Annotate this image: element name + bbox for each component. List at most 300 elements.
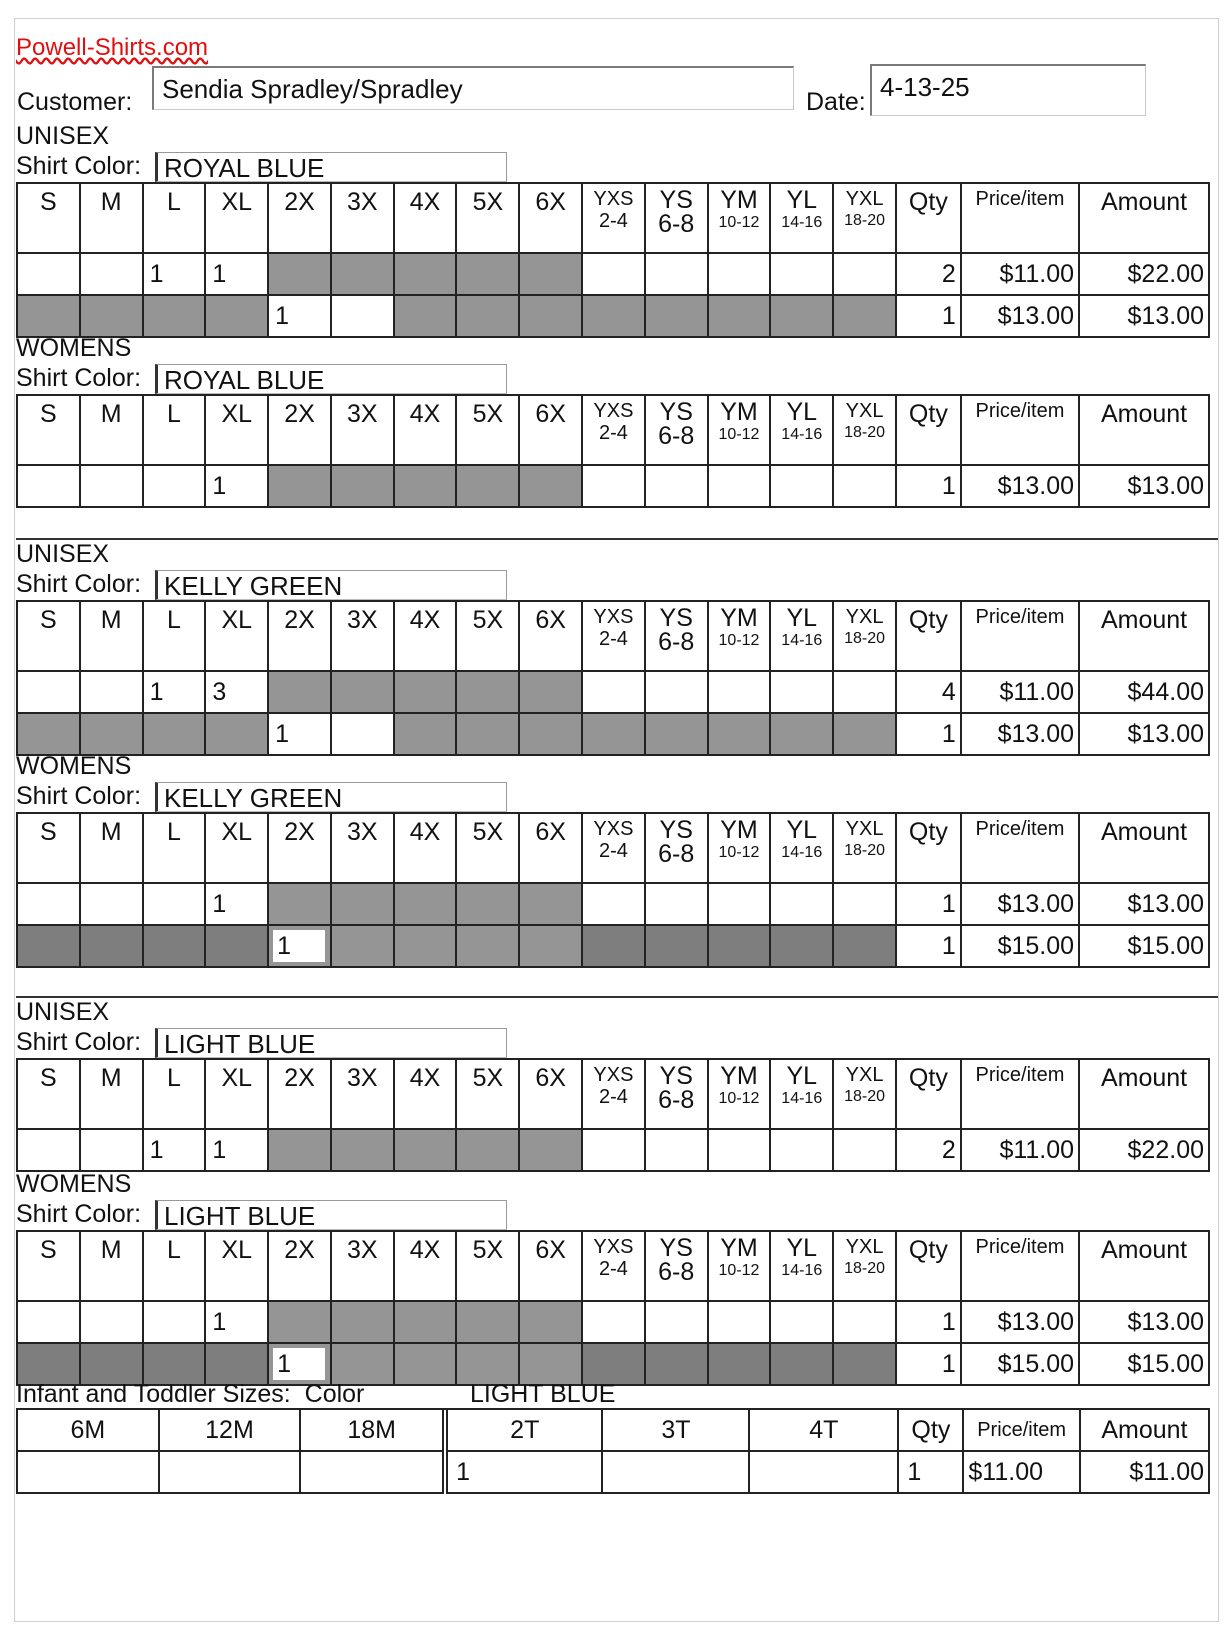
size-cell[interactable] [80,883,143,925]
youth-header-top: YL [786,398,818,426]
youth-header-top: YL [786,1062,818,1090]
price-cell[interactable]: $15.00 [961,1343,1079,1385]
youth-header [645,395,708,465]
amount-cell: $13.00 [1079,295,1209,337]
size-cell[interactable] [80,465,143,507]
size-header [17,395,80,465]
qty-header-label: Qty [908,818,948,846]
size-header-label: 6X [535,606,566,634]
size-header-label: XL [221,818,253,846]
size-cell[interactable] [833,883,896,925]
youth-header [708,395,771,465]
qty-header-label: Qty [908,1236,948,1264]
size-cell[interactable] [331,253,394,295]
size-cell[interactable] [645,1343,708,1385]
size-header [331,1231,394,1301]
youth-header [645,601,708,671]
section-title: WOMENS [16,1170,132,1198]
size-cell[interactable] [645,1301,708,1343]
size-cell[interactable]: 1 [205,465,268,507]
size-header [205,395,268,465]
size-header-label: 2X [284,188,315,216]
size-cell[interactable] [708,671,771,713]
size-cell[interactable]: 1 [143,671,206,713]
size-cell[interactable]: 1 [205,253,268,295]
size-cell[interactable] [80,1301,143,1343]
infant-price-cell[interactable]: $11.00 [963,1451,1079,1493]
size-cell[interactable] [17,883,80,925]
infant-cell-12m[interactable] [159,1451,301,1493]
date-field[interactable]: 4-13-25 [870,64,1146,116]
customer-label: Customer: [17,88,133,116]
price-cell[interactable]: $13.00 [961,465,1079,507]
price-header-label: Price/item [975,188,1065,210]
youth-header-top: YS [659,1062,693,1090]
amount-header [1079,1231,1209,1301]
size-cell[interactable] [17,671,80,713]
size-cell[interactable]: 3 [205,671,268,713]
size-cell[interactable] [80,1343,143,1385]
size-cell[interactable] [80,925,143,967]
size-cell-value[interactable]: 1 [273,930,325,962]
size-cell[interactable] [833,295,896,337]
size-cell[interactable] [582,671,645,713]
price-header-label: Price/item [975,818,1065,840]
size-header-label: 2X [284,1236,315,1264]
size-cell[interactable] [833,1301,896,1343]
qty-header-label: Qty [908,400,948,428]
size-cell[interactable] [17,253,80,295]
size-cell[interactable] [268,1343,331,1385]
qty-cell[interactable]: 1 [896,1343,961,1385]
size-cell[interactable] [833,671,896,713]
amount-header [1079,183,1209,253]
size-header-row [17,1059,1209,1129]
youth-header-bottom: 10-12 [718,1262,760,1279]
size-cell[interactable]: 1 [205,1301,268,1343]
price-header [961,1059,1079,1129]
size-cell[interactable] [645,1129,708,1171]
size-header-row [17,395,1209,465]
size-header [80,1059,143,1129]
size-cell[interactable] [582,713,645,755]
section-title: UNISEX [16,540,110,568]
size-cell[interactable] [17,1301,80,1343]
size-cell[interactable] [205,1343,268,1385]
customer-field[interactable]: Sendia Spradley/Spradley [152,66,794,110]
size-cell[interactable] [833,1343,896,1385]
youth-header [708,813,771,883]
size-cell[interactable] [708,1129,771,1171]
size-cell[interactable] [456,253,519,295]
size-header [331,395,394,465]
amount-header-label: Amount [1100,1236,1188,1264]
size-cell[interactable] [708,1301,771,1343]
size-header-label: L [167,606,181,634]
youth-header-top: YS [659,604,693,632]
price-cell[interactable]: $11.00 [961,1129,1079,1171]
size-cell[interactable] [582,925,645,967]
section-title: WOMENS [16,334,132,362]
youth-header-top: YM [720,1062,758,1090]
size-header-row [17,813,1209,883]
size-cell[interactable] [519,1343,582,1385]
order-row [17,883,1209,925]
size-cell[interactable]: 1 [205,1129,268,1171]
size-cell[interactable] [143,883,206,925]
size-cell[interactable] [519,1129,582,1171]
size-cell[interactable] [268,1129,331,1171]
size-cell[interactable] [582,253,645,295]
amount-cell: $44.00 [1079,671,1209,713]
youth-header-top: YXS [593,188,634,210]
youth-header-bottom: 14-16 [781,844,823,861]
size-cell[interactable] [519,925,582,967]
size-cell[interactable] [582,883,645,925]
amount-header-label: Amount [1100,606,1188,634]
price-cell[interactable]: $11.00 [961,671,1079,713]
size-header [456,813,519,883]
size-cell[interactable] [645,883,708,925]
infant-cell-18m[interactable] [300,1451,445,1493]
size-cell[interactable] [205,713,268,755]
size-cell[interactable] [770,295,833,337]
size-cell[interactable] [456,1343,519,1385]
infant-cell-3t[interactable] [602,1451,749,1493]
size-header [268,1231,331,1301]
size-cell[interactable] [394,1129,457,1171]
size-cell[interactable] [519,295,582,337]
size-table [16,600,1210,756]
size-cell[interactable] [645,465,708,507]
youth-header-top: YXS [593,1064,634,1086]
size-cell[interactable] [17,1343,80,1385]
amount-header [1079,813,1209,883]
size-header [143,395,206,465]
youth-header [645,1059,708,1129]
size-cell[interactable] [17,1129,80,1171]
size-cell[interactable] [394,295,457,337]
youth-header-bottom: 14-16 [781,426,823,443]
size-header-label: 4X [409,188,441,216]
qty-cell[interactable]: 1 [896,925,961,967]
size-header-label: 4X [409,400,441,428]
size-cell[interactable] [143,295,206,337]
size-header-label: 2X [284,818,315,846]
youth-header-bottom: 2-4 [598,422,628,444]
price-header [961,813,1079,883]
size-cell[interactable] [268,465,331,507]
amount-cell: $13.00 [1079,883,1209,925]
size-cell[interactable] [143,465,206,507]
order-row [17,671,1209,713]
size-cell[interactable]: 1 [268,295,331,337]
youth-header-top: YM [720,186,758,214]
size-cell[interactable] [205,295,268,337]
size-cell[interactable] [770,465,833,507]
size-cell[interactable] [582,1301,645,1343]
size-cell[interactable] [770,1129,833,1171]
size-cell[interactable]: 1 [205,883,268,925]
size-cell[interactable] [331,1301,394,1343]
qty-cell[interactable]: 1 [896,883,961,925]
size-cell[interactable] [770,1301,833,1343]
size-cell[interactable] [456,1301,519,1343]
youth-header-top: YM [720,816,758,844]
size-cell[interactable] [331,713,394,755]
size-header-label: XL [221,1064,253,1092]
order-row [17,1343,1209,1385]
size-cell[interactable] [268,925,331,967]
infant-cell-6m[interactable] [17,1451,159,1493]
size-cell[interactable] [268,1301,331,1343]
qty-cell[interactable]: 1 [896,713,961,755]
size-cell[interactable] [770,1343,833,1385]
size-cell[interactable] [331,295,394,337]
size-cell[interactable] [708,1343,771,1385]
size-cell[interactable] [80,295,143,337]
youth-header [708,601,771,671]
qty-cell[interactable]: 2 [896,1129,961,1171]
price-header [961,601,1079,671]
qty-cell[interactable]: 1 [896,1301,961,1343]
size-cell[interactable] [519,713,582,755]
youth-header-top: YXL [845,1236,884,1258]
youth-header [833,1231,896,1301]
size-header [17,1231,80,1301]
infant-color-value[interactable]: LIGHT BLUE [470,1380,616,1408]
size-cell[interactable] [456,671,519,713]
order-row [17,465,1209,507]
size-header-label: XL [221,606,253,634]
size-cell[interactable] [833,925,896,967]
size-cell[interactable] [17,925,80,967]
size-header [17,1059,80,1129]
youth-header-bottom: 18-20 [844,1088,885,1105]
youth-header-top: YS [659,186,693,214]
size-cell[interactable] [645,295,708,337]
price-cell[interactable]: $13.00 [961,295,1079,337]
size-header [268,601,331,671]
youth-header-top: YXL [845,1064,884,1086]
size-table [16,1230,1210,1386]
size-cell[interactable] [17,713,80,755]
size-cell[interactable] [645,671,708,713]
size-cell[interactable] [708,253,771,295]
size-cell[interactable] [331,1343,394,1385]
size-header-label: 2X [284,400,315,428]
size-cell[interactable] [394,925,457,967]
youth-header [770,395,833,465]
size-cell[interactable] [582,1129,645,1171]
qty-cell[interactable]: 4 [896,671,961,713]
size-cell[interactable] [708,883,771,925]
size-cell[interactable] [708,295,771,337]
size-cell[interactable] [80,1129,143,1171]
size-header [143,183,206,253]
price-header [961,1231,1079,1301]
size-cell[interactable] [456,883,519,925]
youth-header [582,395,645,465]
size-cell[interactable] [833,465,896,507]
size-cell[interactable] [394,1301,457,1343]
youth-header-top: YS [659,1234,693,1262]
size-cell[interactable] [770,671,833,713]
size-cell[interactable] [519,253,582,295]
size-header [519,1231,582,1301]
size-table [16,1058,1210,1172]
youth-header-top: YM [720,398,758,426]
size-cell[interactable] [331,671,394,713]
shirt-color-field[interactable]: LIGHT BLUE [155,1200,507,1230]
youth-header [770,601,833,671]
size-header-label: 4X [409,1064,441,1092]
size-cell[interactable] [394,883,457,925]
youth-header-bottom: 18-20 [844,212,885,229]
size-cell[interactable] [582,295,645,337]
price-header [961,183,1079,253]
size-cell[interactable] [17,465,80,507]
size-cell[interactable]: 1 [268,713,331,755]
size-cell[interactable] [770,253,833,295]
size-cell[interactable] [268,253,331,295]
amount-cell: $15.00 [1079,925,1209,967]
price-cell[interactable]: $11.00 [961,253,1079,295]
qty-cell[interactable]: 1 [896,465,961,507]
size-header-label: M [100,188,122,216]
youth-header-top: YXL [845,400,884,422]
youth-header-bottom: 6-8 [658,422,695,450]
youth-header-bottom: 2-4 [598,1258,628,1280]
size-cell[interactable] [519,465,582,507]
size-cell[interactable] [519,671,582,713]
size-cell[interactable] [394,253,457,295]
size-cell[interactable] [80,671,143,713]
shirt-color-field[interactable]: LIGHT BLUE [155,1028,507,1058]
infant-size-2t: 2T [445,1409,602,1451]
shirt-color-label: Shirt Color: [16,364,142,392]
youth-header [770,183,833,253]
size-cell[interactable] [394,713,457,755]
size-cell[interactable] [708,925,771,967]
size-cell[interactable] [331,883,394,925]
section-divider [16,538,1218,540]
qty-header [896,183,961,253]
size-cell[interactable] [519,1301,582,1343]
qty-cell[interactable]: 1 [896,295,961,337]
size-header [394,601,457,671]
brand-link[interactable]: Powell-Shirts.com [16,34,209,61]
youth-header-bottom: 14-16 [781,632,823,649]
size-cell[interactable] [456,295,519,337]
price-cell[interactable]: $13.00 [961,713,1079,755]
size-cell[interactable] [394,465,457,507]
size-cell[interactable] [456,925,519,967]
size-cell[interactable] [645,925,708,967]
size-cell[interactable] [645,713,708,755]
size-header-label: L [167,188,181,216]
size-cell[interactable] [708,465,771,507]
size-cell[interactable] [17,295,80,337]
size-cell[interactable]: 1 [143,253,206,295]
size-header [143,1059,206,1129]
size-header-label: S [40,818,57,846]
price-cell[interactable]: $13.00 [961,1301,1079,1343]
size-cell[interactable]: 1 [143,1129,206,1171]
shirt-color-field[interactable]: ROYAL BLUE [155,152,507,182]
youth-header-bottom: 2-4 [598,840,628,862]
size-cell[interactable] [645,253,708,295]
youth-header-bottom: 10-12 [718,214,760,231]
size-header [456,183,519,253]
size-cell[interactable] [519,883,582,925]
price-cell[interactable]: $13.00 [961,883,1079,925]
size-cell[interactable] [833,1129,896,1171]
size-cell-value[interactable]: 1 [273,1348,325,1380]
size-cell[interactable] [80,253,143,295]
youth-header-bottom: 14-16 [781,1262,823,1279]
size-cell[interactable] [582,1343,645,1385]
size-cell[interactable] [268,883,331,925]
size-cell[interactable] [770,883,833,925]
size-cell[interactable] [833,253,896,295]
size-cell[interactable] [143,1301,206,1343]
infant-table [16,1408,1210,1494]
size-cell[interactable] [708,713,771,755]
size-header-label: M [100,400,122,428]
shirt-color-field[interactable]: ROYAL BLUE [155,364,507,394]
size-cell[interactable] [394,1343,457,1385]
infant-qty-cell[interactable]: 1 [898,1451,963,1493]
shirt-color-field[interactable]: KELLY GREEN [155,782,507,812]
size-cell[interactable] [205,925,268,967]
size-header [268,395,331,465]
price-cell[interactable]: $15.00 [961,925,1079,967]
size-header [17,183,80,253]
size-cell[interactable] [143,925,206,967]
size-cell[interactable] [80,713,143,755]
date-label: Date: [806,88,866,116]
size-cell[interactable] [456,1129,519,1171]
size-header [519,1059,582,1129]
youth-header-top: YS [659,398,693,426]
infant-cell-2t[interactable]: 1 [445,1451,602,1493]
size-cell[interactable] [331,1129,394,1171]
infant-cell-4t[interactable] [749,1451,898,1493]
youth-header-bottom: 6-8 [658,1086,695,1114]
size-cell[interactable] [456,465,519,507]
size-header-label: 5X [472,188,504,216]
qty-cell[interactable]: 2 [896,253,961,295]
size-header [456,1059,519,1129]
size-cell[interactable] [833,713,896,755]
size-cell[interactable] [770,925,833,967]
size-cell[interactable] [331,925,394,967]
size-cell[interactable] [143,713,206,755]
size-cell[interactable] [143,1343,206,1385]
size-cell[interactable] [331,465,394,507]
shirt-color-field[interactable]: KELLY GREEN [155,570,507,600]
size-cell[interactable] [582,465,645,507]
size-header-label: 5X [472,818,504,846]
size-cell[interactable] [770,713,833,755]
size-header-label: S [40,1236,57,1264]
section-divider [16,996,1218,998]
size-cell[interactable] [394,671,457,713]
size-cell[interactable] [268,671,331,713]
size-header [456,1231,519,1301]
size-cell[interactable] [456,713,519,755]
